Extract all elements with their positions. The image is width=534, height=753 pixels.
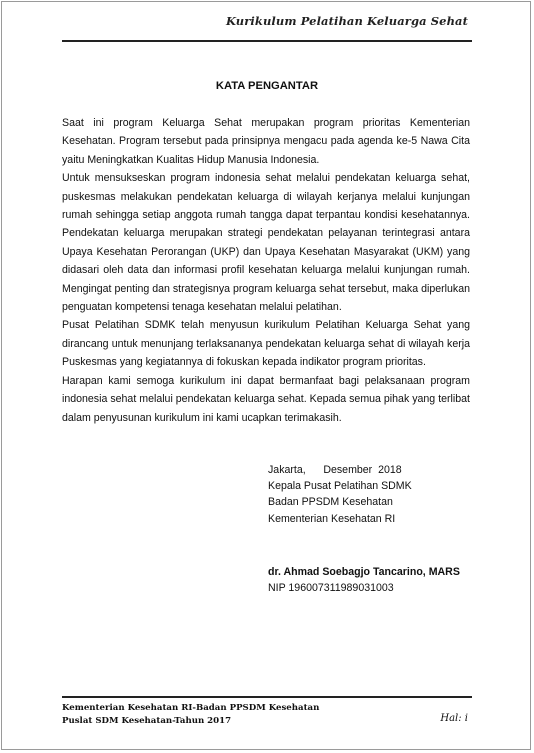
signature-position-3: Kementerian Kesehatan RI <box>268 512 396 525</box>
signatory-name: dr. Ahmad Soebagjo Tancarino, MARS <box>268 566 460 578</box>
signature-place-date: Jakarta, Desember 2018 <box>268 464 402 476</box>
paragraph-3: Pusat Pelatihan SDMK telah menyusun kurikulum Pelatihan Keluarga Sehat yang dirancang untuk menunjang terlaksananya pendekatan keluarga sehat di wilayah kerja Puskesmas yang kegiatannya di fokuskan kepada indikator program prioritas. <box>62 319 470 369</box>
running-header-title: Kurikulum Pelatihan Keluarga Sehat <box>225 14 468 28</box>
signatory-nip: NIP 196007311989031003 <box>268 582 394 594</box>
footer-line-1: Kementerian Kesehatan RI-Badan PPSDM Kesehatan <box>62 703 320 713</box>
footer-text <box>62 702 319 727</box>
page-number: Hal: i <box>440 713 468 724</box>
document-heading: KATA PENGANTAR <box>215 80 319 92</box>
paragraph-4: Harapan kami semoga kurikulum ini dapat bermanfaat bagi pelaksanaan program indonesia sehat melalui pendekatan keluarga sehat. Kepada semua pihak yang terlibat dalam penyusunan kurikulum ini kami ucapkan terimakasih. <box>62 374 470 424</box>
signature-position-1: Kepala Pusat Pelatihan SDMK <box>268 480 412 493</box>
paragraph-2: Untuk mensukseskan program indonesia sehat melalui pendekatan keluarga sehat, puskesmas melakukan pendekatan keluarga di wilayah kerjanya melalui kunjungan rumah sehingga setiap anggota rumah tangga dapat terpantau kondisi kesehatannya. Pendekatan keluarga merupakan strategi pendekatan pelayanan terintegrasi antara Upaya Kesehatan Perorangan (UKP) dan Upaya Kesehatan Masyarakat (UKM) yang didasari oleh data dan informasi profil kesehatan keluarga melalui kunjungan rumah. Mengingat penting dan strategisnya program keluarga sehat tersebut, maka diperlukan penguatan kompetensi tenaga kesehatan melalui pelatihan. <box>62 172 470 314</box>
signature-position-2: Badan PPSDM Kesehatan <box>268 496 393 509</box>
header-rule <box>62 40 472 42</box>
footer-rule <box>62 696 472 698</box>
paragraph-1: Saat ini program Keluarga Sehat merupakan program prioritas Kementerian Kesehatan. Program tersebut pada prinsipnya mengacu pada agenda ke-5 Nawa Cita yaitu Meningkatkan Kualitas Hidup Manusia Indonesia. <box>62 117 470 166</box>
signature-block <box>268 462 488 527</box>
body-text <box>62 114 470 427</box>
footer-line-2: Puslat SDM Kesehatan-Tahun 2017 <box>62 715 232 726</box>
